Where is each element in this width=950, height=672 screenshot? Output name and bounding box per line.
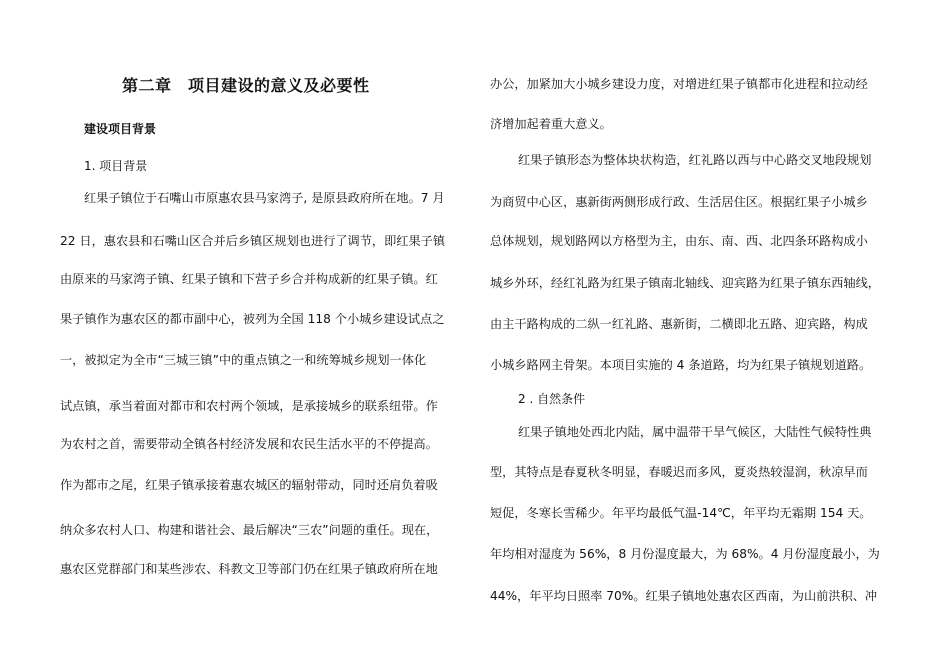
subheading-project-background: 1. 项目背景 (84, 159, 148, 173)
paragraph-line: 作为都市之尾，红果子镇承接着惠农城区的辐射带动，同时还肩负着吸 (60, 478, 438, 492)
chapter-title: 第二章 项目建设的意义及必要性 (122, 76, 370, 95)
paragraph-line: 纳众多农村人口、构建和谐社会、最后解决“三农”问题的重任。现在， (60, 523, 439, 537)
paragraph-line: 44%，年平均日照率 70%。红果子镇地处惠农区西南，为山前洪积、冲 (490, 589, 878, 603)
paragraph-line: 小城乡路网主骨架。本项目实施的 4 条道路，均为红果子镇规划道路。 (490, 358, 872, 372)
paragraph-line: 城乡外环，经红礼路为红果子镇南北轴线、迎宾路为红果子镇东西轴线， (490, 276, 880, 290)
section-heading: 建设项目背景 (84, 122, 157, 136)
subheading-natural-conditions: 2 . 自然条件 (518, 392, 586, 406)
paragraph-line: 果子镇作为惠农区的都市副中心，被列为全国 118 个小城乡建设试点之 (60, 312, 445, 326)
paragraph-line: 短促，冬寒长雪稀少。年平均最低气温-14℃，年平均无霜期 154 天。 (490, 506, 872, 520)
paragraph-line: 由原来的马家湾子镇、红果子镇和下营子乡合并构成新的红果子镇。红 (60, 272, 438, 286)
paragraph-line: 惠农区党群部门和某些涉农、科教文卫等部门仍在红果子镇政府所在地 (60, 562, 438, 576)
paragraph-line: 为农村之首，需要带动全镇各村经济发展和农民生活水平的不停提高。 (60, 437, 438, 451)
paragraph-line: 红果子镇位于石嘴山市原惠农县马家湾子, 是原县政府所在地。7 月 (84, 191, 445, 205)
paragraph-line: 年均相对湿度为 56%，8 月份湿度最大，为 68%。4 月份湿度最小，为 (490, 547, 880, 561)
paragraph-line: 红果子镇地处西北内陆，属中温带干旱气候区，大陆性气候特性典 (518, 425, 872, 439)
paragraph-line: 办公，加紧加大小城乡建设力度，对增进红果子镇都市化进程和拉动经 (490, 77, 868, 91)
paragraph-line: 由主干路构成的二纵一红礼路、惠新街，二横即北五路、迎宾路，构成 (490, 317, 868, 331)
paragraph-line: 试点镇，承当着面对都市和农村两个领域，是承接城乡的联系纽带。作 (60, 399, 438, 413)
paragraph-line: 一，被拟定为全市“三城三镇”中的重点镇之一和统筹城乡规划一体化 (60, 353, 427, 367)
paragraph-line: 红果子镇形态为整体块状构造，红礼路以西与中心路交叉地段规划 (518, 153, 872, 167)
paragraph-line: 为商贸中心区，惠新街两侧形成行政、生活居住区。根据红果子小城乡 (490, 195, 868, 209)
paragraph-line: 总体规划，规划路网以方格型为主，由东、南、西、北四条环路构成小 (490, 234, 868, 248)
paragraph-line: 济增加起着重大意义。 (490, 117, 612, 131)
paragraph-line: 型，其特点是春夏秋冬明显，春暖迟而多风，夏炎热较湿润，秋凉早而 (490, 465, 868, 479)
paragraph-line: 22 日，惠农县和石嘴山区合并后乡镇区规划也进行了调节，即红果子镇 (60, 234, 446, 248)
